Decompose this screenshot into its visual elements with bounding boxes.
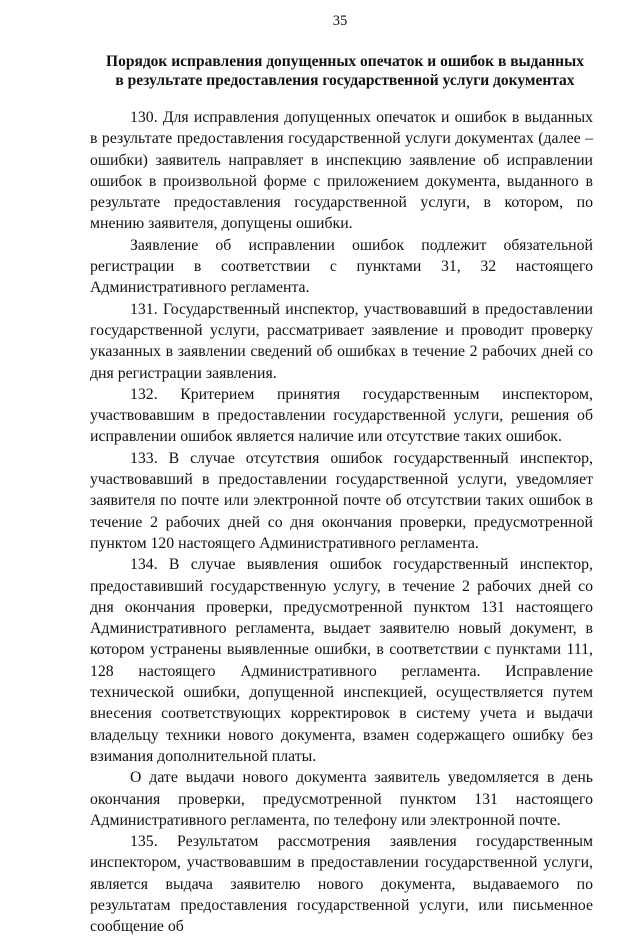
document-body xyxy=(90,107,593,938)
paragraph-131: 131. Государственный инспектор, участвовавший в предоставлении государственной услуги, рассматривает заявление и проводит проверку указанных в заявлении сведений об ошибках в течение 2 рабочих дней со дня регистрации заявления. xyxy=(90,300,593,382)
paragraph-notification: О дате выдачи нового документа заявитель уведомляется в день окончания проверки, предусмотренной пунктом 131 настоящего Административного регламента, по телефону или электронной почте. xyxy=(90,769,593,829)
page-number: 35 xyxy=(332,13,348,29)
section-heading-line-1: Порядок исправления допущенных опечаток и ошибок в выданных xyxy=(106,53,584,70)
section-heading-line-2: в результате предоставления государственной услуги документах xyxy=(115,72,575,89)
paragraph-132: 132. Критерием принятия государственным инспектором, участвовавшим в предоставлении государственной услуги, решения об исправлении ошибок является наличие или отсутствие таких ошибок. xyxy=(90,385,593,446)
section-heading xyxy=(95,52,595,90)
paragraph-133: 133. В случае отсутствия ошибок государственный инспектор, участвовавший в предоставлении государственной услуги, уведомляет заявителя по почте или электронной почте об отсутствии таких ошибок в течение 2 рабочих дней со дня окончания проверки, предусмотренной пунктом 120 настоящего Административного регламента. xyxy=(90,449,593,552)
paragraph-134: 134. В случае выявления ошибок государственный инспектор, предоставивший государственную услугу, в течение 2 рабочих дней со дня окончания проверки, предусмотренной пунктом 131 настоящего Административного регламента, выдает заявителю новый документ, в котором устранены выявленные ошибки, в соответствии с пунктами 111, 128 настоящего Административного регламента. Исправление технической ошибки, допущенной инспекцией, осуществляется путем внесения соответствующих корректировок в систему учета и выдачи владельцу техники нового документа, взамен содержащего ошибку без взимания дополнительной платы. xyxy=(90,556,593,765)
paragraph-130: 130. Для исправления допущенных опечаток и ошибок в выданных в результате предоставления государственной услуги документах (далее – ошибки) заявитель направляет в инспекцию заявление об исправлении ошибок в произвольной форме с приложением документа, выданного в результате предоставления государственной услуги, в котором, по мнению заявителя, допущены ошибки. xyxy=(90,109,593,233)
paragraph-135: 135. Результатом рассмотрения заявления государственным инспектором, участвовавшим в предоставлении государственной услуги, является выдача заявителю нового документа, выдаваемого по результатам предоставления государственной услуги, или письменное сообщение об xyxy=(90,833,593,936)
paragraph-registration: Заявление об исправлении ошибок подлежит обязательной регистрации в соответствии с пунктами 31, 32 настоящего Административного регламента. xyxy=(90,236,593,297)
